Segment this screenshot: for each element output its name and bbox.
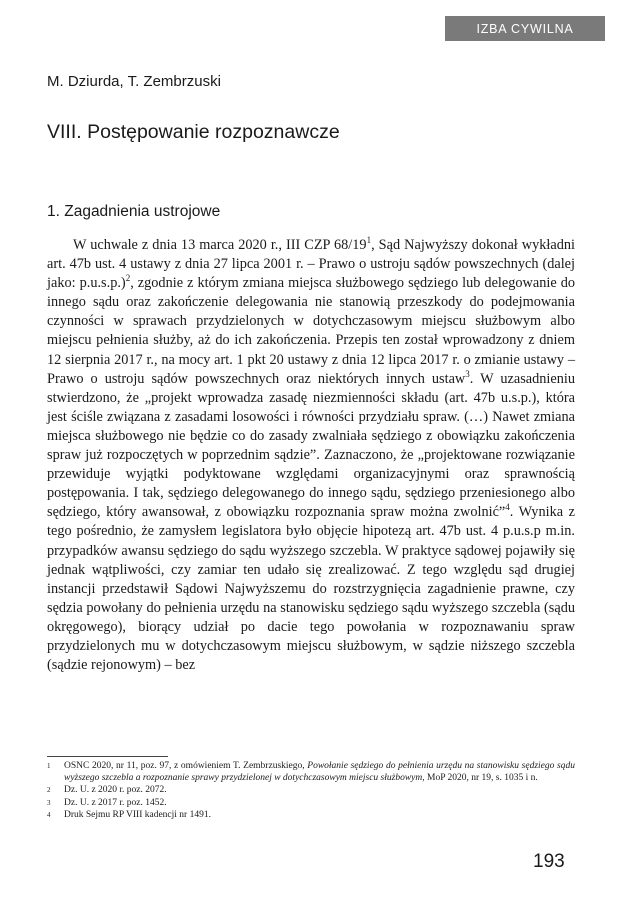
footnote-number: 2 — [47, 786, 51, 795]
section-tag: IZBA CYWILNA — [445, 16, 605, 41]
body-text-segment: . Wynika z tego pośrednio, że zamysłem legislatora było objęcie hipotezą art. 47b ust. 4 p.u.s.p m.in. przypadków awansu sędziego do sądu wyższego szczebla. W praktyce sądowej pojawiły się jednak wątpliwości, czy zamiar ten udało się zrealizować. Z tego względu sąd drugiej instancji przedstawił Sądowi Najwyższemu do rozstrzygnięcia zagadnienie prawne, czy sędzia powołany do pełnienia urzędu na stanowisku sędziego sądu wyższego szczebla (sądu okręgowego), biorący udział po dacie tego powołania w rozpoznawaniu spraw przydzielonych mu w dotychczasowym miejscu służbowym, w sądzie niższego szczebla (sądzie rejonowym) – bez — [47, 504, 575, 674]
footnote-number: 1 — [47, 762, 51, 770]
footnote-italic-title: Powołanie sędziego do pełnienia urzędu na stanowisku sędziego sądu wyższego szczebla a rozpoznanie sprawy przydzielonej w dotychczasowym miejscu służbowym — [64, 761, 575, 784]
footnote-item — [47, 760, 575, 784]
footnote-number: 4 — [47, 810, 51, 819]
chapter-title: VIII. Postępowanie rozpoznawcze — [47, 121, 340, 143]
footnote-text: , MoP 2020, nr 19, s. 1035 i n. — [422, 773, 538, 784]
body-text-segment: . W uzasadnieniu stwierdzono, że „projekt wprowadza zasadę niezmienności składu (art. 47b u.s.p.), która jest ściśle związana z zasadami losowości i równości przydziału spraw. (…) Nawet zmiana miejsca służbowego nie będzie co do zasady zwalniała sędziego z obowiązku zakończenia spraw już rozpoczętych w poprzednim sądzie”. Zaznaczono, że „projektowane rozwiązanie przewiduje wyjątki podyktowane względami organizacyjnymi oraz sprawnością postępowania. I tak, sędziego delegowanego do innego sądu, sędziego przeniesionego albo sędziego, który awansował, z obowiązku rozpoznania spraw można zwolnić” — [47, 370, 575, 521]
body-text-segment: W uchwale z dnia 13 marca 2020 r., III CZP 68/19 — [73, 237, 367, 253]
footnotes — [47, 760, 575, 821]
page-number: 193 — [533, 851, 565, 872]
footnote-text: Dz. U. z 2020 r. poz. 2072. — [64, 785, 167, 796]
body-paragraph — [47, 236, 575, 675]
footnote-item — [47, 784, 575, 796]
authors: M. Dziurda, T. Zembrzuski — [47, 73, 221, 90]
footnote-text: Druk Sejmu RP VIII kadencji nr 1491. — [64, 809, 211, 820]
body-text-segment: , zgodnie z którym zmiana miejsca służbowego sędziego lub delegowanie do innego sądu oraz zakończenie delegowania nie stanowią przeszkody do podejmowania czynności w sprawach przydzielonych w dotychczasowym miejscu służbowym albo miejscu pełnienia służby, aż do ich zakończenia. Przepis ten został wprowadzony z dniem 12 sierpnia 2017 r., na mocy art. 1 pkt 20 ustawy z dnia 12 lipca 2017 r. o zmianie ustawy – Prawo o ustroju sądów powszechnych oraz niektórych innych ustaw — [47, 275, 575, 387]
body-text-segment: , Sąd Najwyższy dokonał wykładni art. 47b ust. 4 ustawy z dnia 27 lipca 2001 r. – Prawo o ustroju sądów powszechnych (dalej jako: p.u.s.p.) — [47, 237, 575, 292]
footnote-text: OSNC 2020, nr 11, poz. 97, z omówieniem T. Zembrzuskiego, — [64, 761, 308, 771]
footnote-ref[interactable]: 1 — [366, 235, 372, 246]
footnote-divider — [47, 756, 168, 757]
footnote-item — [47, 797, 575, 809]
footnote-item — [47, 809, 575, 821]
footnote-ref[interactable]: 3 — [465, 368, 470, 379]
footnote-ref[interactable]: 4 — [505, 502, 510, 513]
footnote-text: Dz. U. z 2017 r. poz. 1452. — [64, 797, 167, 808]
section-heading: 1. Zagadnienia ustrojowe — [47, 203, 221, 220]
body-text — [47, 236, 575, 675]
footnote-ref[interactable]: 2 — [125, 273, 131, 284]
footnote-number: 3 — [47, 798, 51, 807]
